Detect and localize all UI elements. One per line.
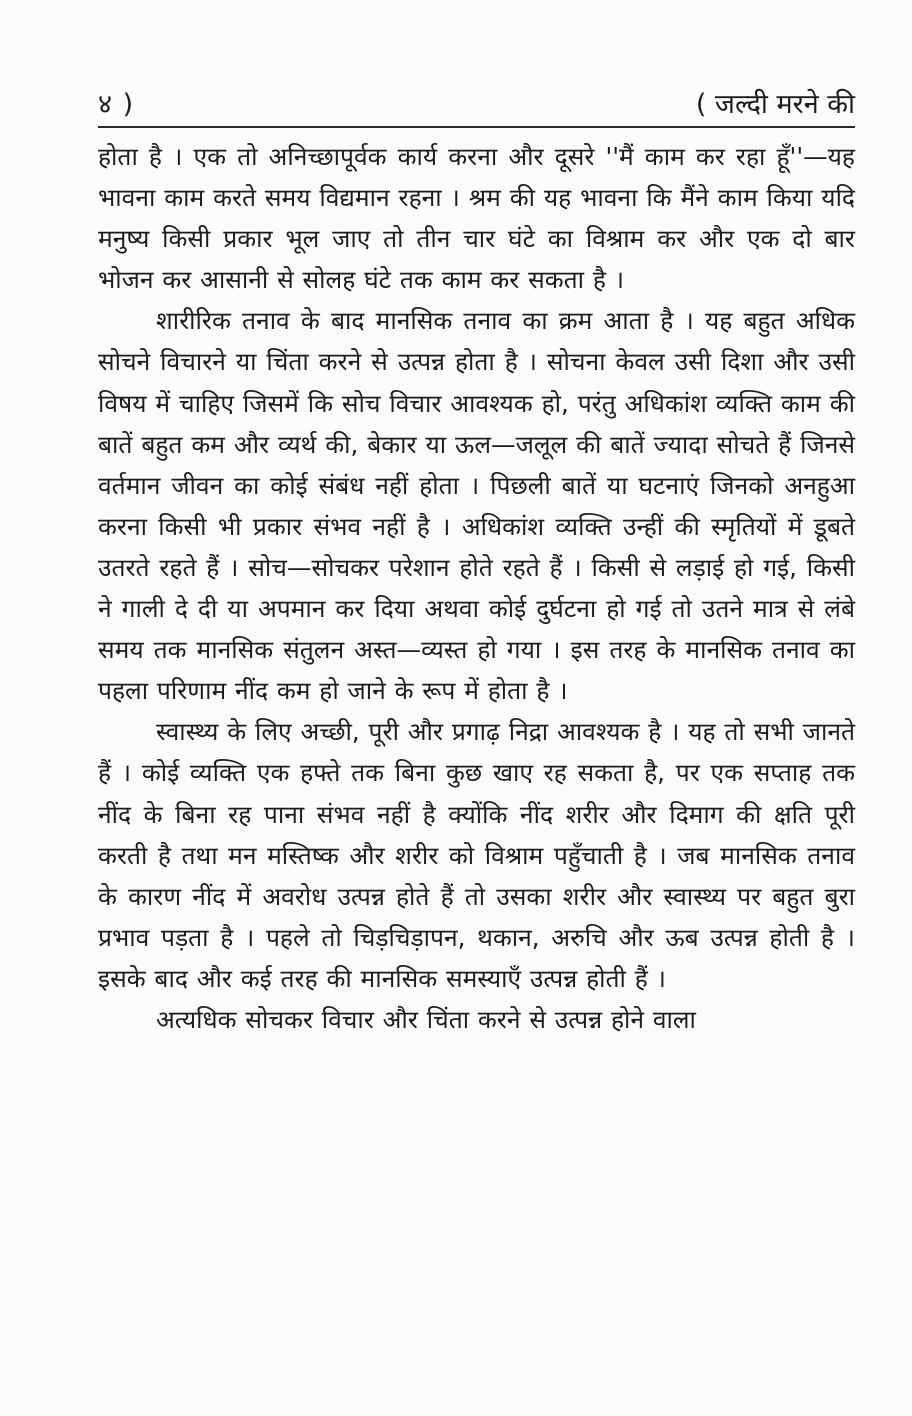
header-rule bbox=[98, 126, 855, 128]
running-title: ( जल्दी मरने की bbox=[695, 89, 855, 120]
page-header bbox=[98, 82, 855, 126]
body-text bbox=[98, 136, 855, 1040]
paragraph-3: स्वास्थ्य के लिए अच्छी, पूरी और प्रगाढ़ निद्रा आवश्यक है । यह तो सभी जानते हैं । कोई व्यक्ति एक हफ्ते तक बिना कुछ खाए रह सकता है, पर एक सप्ताह तक नींद के बिना रह पाना संभव नहीं है क्योंकि नींद शरीर और दिमाग की क्षति पूरी करती है तथा मन मस्तिष्क और शरीर को विश्राम पहुँचाती है । जब मानसिक तनाव के कारण नींद में अवरोध उत्पन्न होते हैं तो उसका शरीर और स्वास्थ्य पर बहुत बुरा प्रभाव पड़ता है । पहले तो चिड़चिड़ापन, थकान, अरुचि और ऊब उत्पन्न होती है । इसके बाद और कई तरह की मानसिक समस्याएँ उत्पन्न होती हैं । bbox=[98, 717, 855, 993]
paragraph-4: अत्यधिक सोचकर विचार और चिंता करने से उत्पन्न होने वाला bbox=[156, 1004, 696, 1034]
paragraph-2: शारीरिक तनाव के बाद मानसिक तनाव का क्रम आता है । यह बहुत अधिक सोचने विचारने या चिंता करने से उत्पन्न होता है । सोचना केवल उसी दिशा और उसी विषय में चाहिए जिसमें कि सोच विचार आवश्यक हो, परंतु अधिकांश व्यक्ति काम की बातें बहुत कम और व्यर्थ की, बेकार या ऊल—जलूल की बातें ज्यादा सोचते हैं जिनसे वर्तमान जीवन का कोई संबंध नहीं होता । पिछली बातें या घटनाएं जिनको अनहुआ करना किसी भी प्रकार संभव नहीं है । अधिकांश व्यक्ति उन्हीं की स्मृतियों में डूबते उतरते रहते हैं । सोच—सोचकर परेशान होते रहते हैं । किसी से लड़ाई हो गई, किसी ने गाली दे दी या अपमान कर दिया अथवा कोई दुर्घटना हो गई तो उतने मात्र से लंबे समय तक मानसिक संतुलन अस्त—व्यस्त हो गया । इस तरह के मानसिक तनाव का पहला परिणाम नींद कम हो जाने के रूप में होता है । bbox=[98, 306, 855, 706]
page-number: ४ ) bbox=[98, 89, 135, 120]
paragraph-1: होता है । एक तो अनिच्छापूर्वक कार्य करना और दूसरे ''मैं काम कर रहा हूँ''—यह भावना काम करते समय विद्यमान रहना । श्रम की यह भावना कि मैंने काम किया यदि मनुष्य किसी प्रकार भूल जाए तो तीन चार घंटे का विश्राम कर और एक दो बार भोजन कर आसानी से सोलह घंटे तक काम कर सकता है । bbox=[98, 142, 855, 295]
